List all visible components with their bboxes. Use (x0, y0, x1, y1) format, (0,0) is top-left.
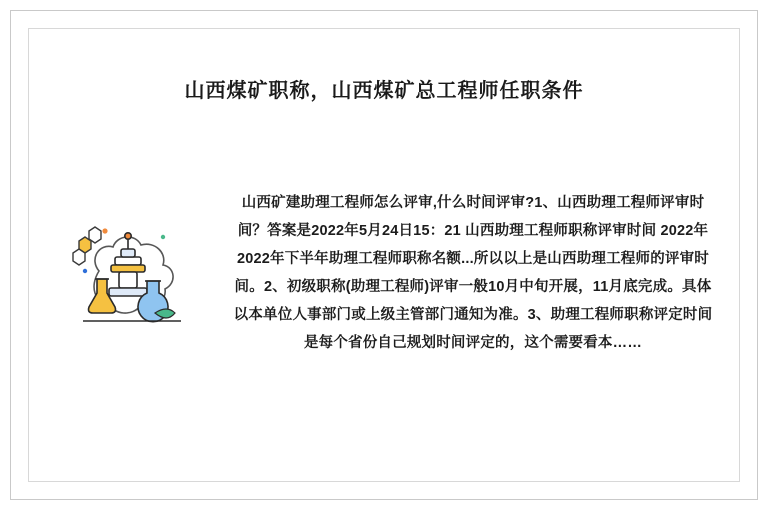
article-paragraph: 山西矿建助理工程师怎么评审,什么时间评审?1、山西助理工程师评审时间？答案是2022年5月24日15：21 山西助理工程师职称评审时间 2022年 2022年下半年助理工程师职称名额...所以以上是山西助理工程师的评审时间。2、初级职称(助理工程师)评审一般10月中旬开展，11月底完成。具体以本单位人事部门或上级主管部门通知为准。3、助理工程师职称评定时间是每个省份自己规划时间评定的，这个需要看本…… (233, 195, 713, 351)
inner-border (28, 28, 740, 482)
article-body (29, 189, 739, 459)
science-lab-illustration (59, 209, 199, 339)
document-content (29, 29, 739, 481)
page-title: 山西煤矿职称，山西煤矿总工程师任职条件 (184, 80, 584, 102)
